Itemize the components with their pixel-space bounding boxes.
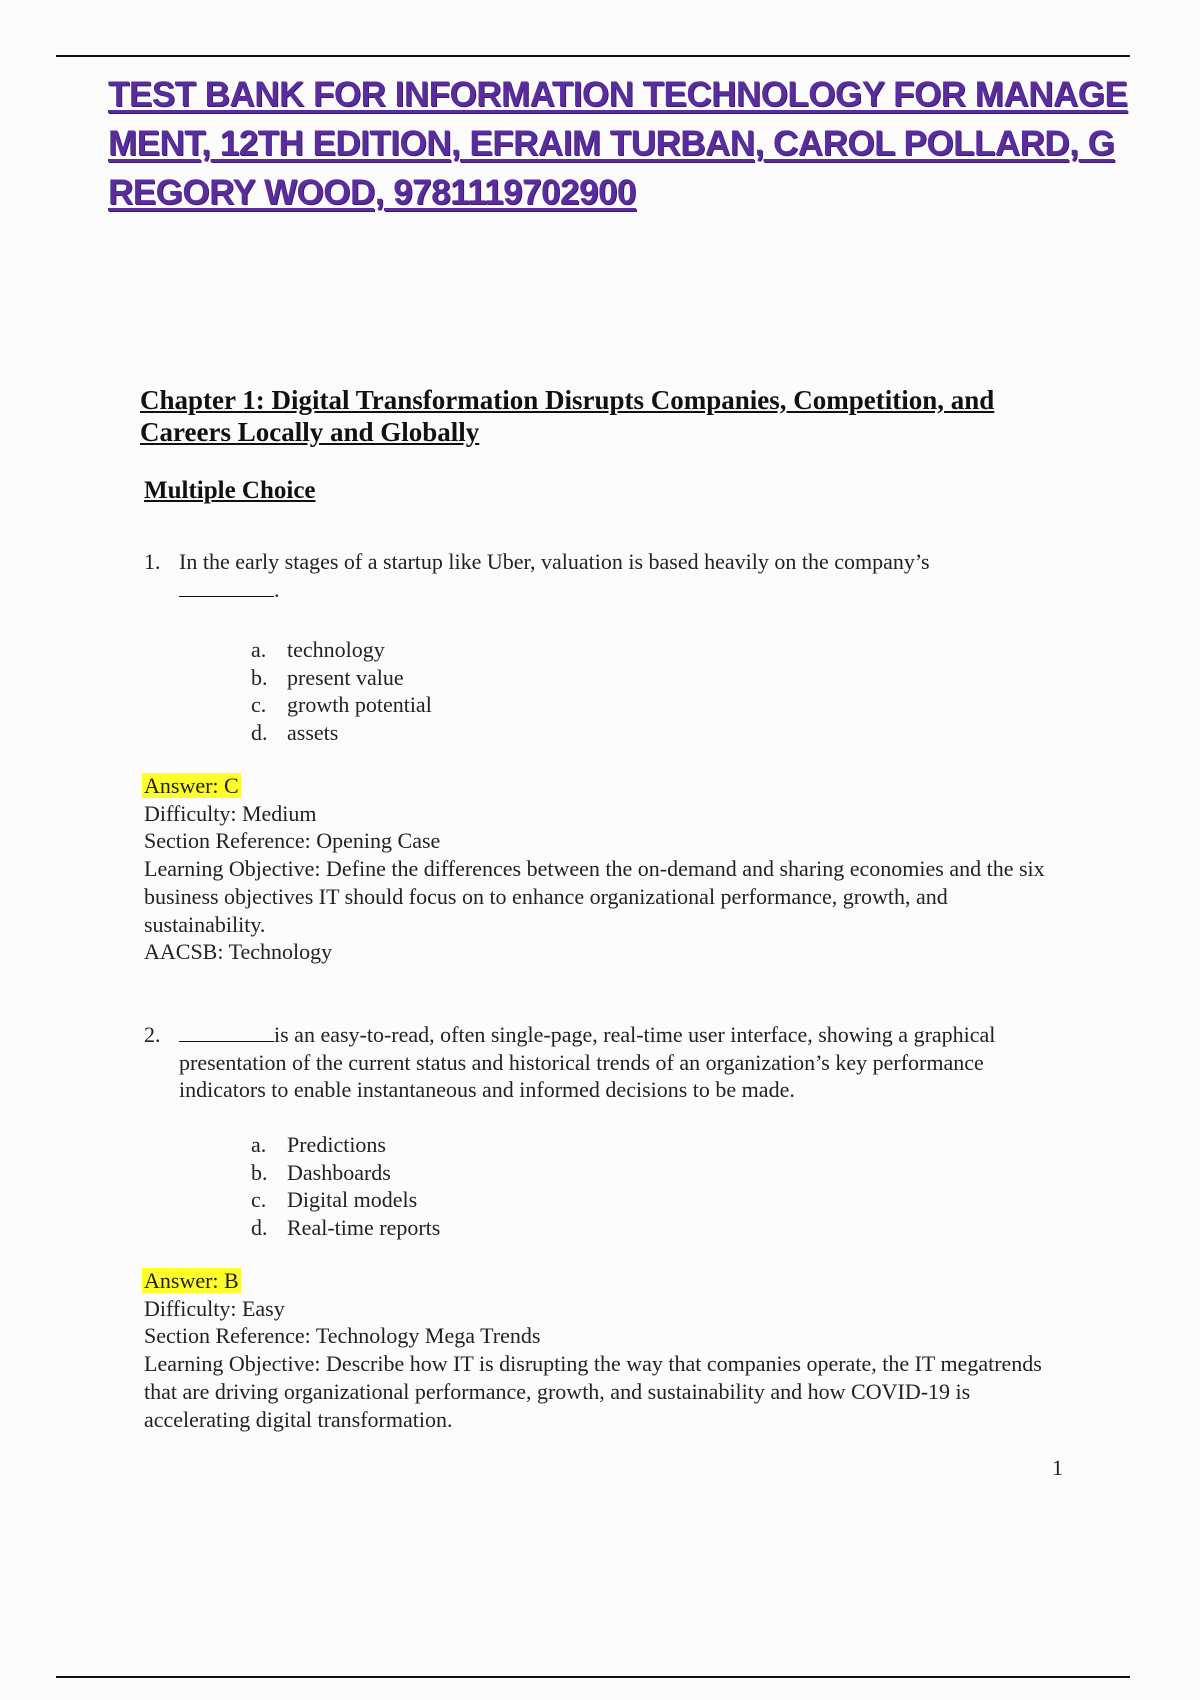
title-line: TEST BANK FOR INFORMATION TECHNOLOGY FOR MANAGE [108, 75, 1128, 114]
chapter-heading [140, 384, 994, 448]
option-d [251, 1214, 440, 1242]
document-title [108, 70, 1198, 217]
top-rule [56, 55, 1130, 57]
question-1 [144, 548, 1064, 603]
option-text: technology [287, 637, 385, 662]
section-reference: Section Reference: Technology Mega Trends [144, 1323, 541, 1349]
section-reference: Section Reference: Opening Case [144, 828, 441, 854]
question-2-meta [144, 1267, 1064, 1433]
option-b [251, 1159, 440, 1187]
option-letter: b. [251, 664, 268, 690]
question-text: In the early stages of a startup like Uber, valuation is based heavily on the company’s [179, 549, 930, 574]
option-letter: a. [251, 637, 267, 662]
answer-blank [179, 1023, 274, 1042]
section-heading: Multiple Choice [144, 477, 316, 504]
option-letter: a. [251, 1132, 267, 1157]
aacsb: AACSB: Technology [144, 939, 333, 965]
question-text-end: . [274, 576, 280, 602]
option-a [251, 1131, 440, 1159]
difficulty: Difficulty: Medium [144, 800, 317, 826]
learning-objective: Learning Objective: Describe how IT is disrupting the way that companies operate, the IT megatrends that are driving organizational performance, growth, and sustainability and how COVID-19 is accelerating digital transformation. [144, 1351, 1042, 1432]
question-1-options [251, 636, 432, 747]
option-text: Digital models [287, 1187, 418, 1213]
option-d [251, 719, 432, 747]
title-line: MENT, 12TH EDITION, EFRAIM TURBAN, CAROL POLLARD, G [108, 124, 1115, 163]
option-text: Dashboards [287, 1159, 391, 1185]
chapter-line: Careers Locally and Globally [140, 417, 480, 447]
option-a [251, 636, 432, 664]
question-number: 2. [144, 1022, 161, 1047]
option-letter: c. [251, 1187, 267, 1213]
question-text: is an easy-to-read, often single-page, real-time user interface, showing a graphical presentation of the current status and historical trends of an organization’s key performance indicators to enable instantaneous and informed decisions to be made. [179, 1022, 996, 1103]
option-text: present value [287, 664, 404, 690]
page-number: 1 [1052, 1455, 1063, 1480]
option-letter: d. [251, 720, 268, 746]
chapter-line: Chapter 1: Digital Transformation Disrupts Companies, Competition, and [140, 385, 995, 415]
option-c [251, 1186, 440, 1214]
option-letter: b. [251, 1159, 268, 1185]
title-line: REGORY WOOD, 9781119702900 [108, 173, 636, 212]
difficulty: Difficulty: Easy [144, 1295, 285, 1321]
answer-highlight: Answer: B [144, 1268, 239, 1293]
question-2-options [251, 1131, 440, 1242]
option-c [251, 691, 432, 719]
option-text: Predictions [287, 1132, 386, 1157]
answer-blank [179, 578, 274, 597]
question-number: 1. [144, 549, 161, 574]
answer-highlight: Answer: C [144, 773, 239, 798]
option-text: assets [287, 720, 339, 746]
option-b [251, 664, 432, 692]
option-text: Real-time reports [287, 1215, 441, 1241]
option-text: growth potential [287, 692, 432, 718]
learning-objective: Learning Objective: Define the differences between the on-demand and sharing economies and the six business objectives IT should focus on to enhance organizational performance, growth, and sustainability. [144, 856, 1045, 937]
question-2 [144, 1021, 1064, 1104]
option-letter: d. [251, 1215, 268, 1241]
bottom-rule [56, 1676, 1130, 1678]
option-letter: c. [251, 692, 267, 718]
question-1-meta [144, 772, 1064, 966]
